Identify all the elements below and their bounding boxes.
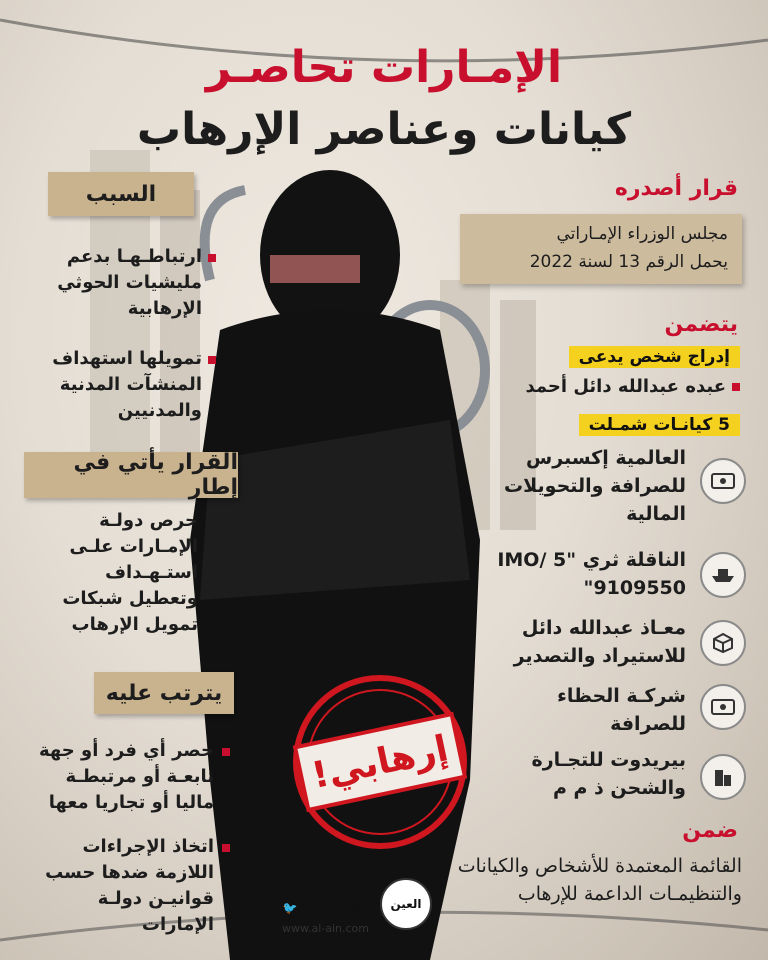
instagram-icon[interactable]: ◎ bbox=[350, 901, 362, 915]
tag-context-label: القرار يأتي في إطار bbox=[73, 450, 238, 500]
consequence-item-1: حصر أي فرد أو جهة تابعـة أو مرتبطـة ماليا أو تجاريا معها bbox=[39, 740, 214, 813]
reason-item-2: تمويلها استهداف المنشآت المدنية والمدنيين bbox=[52, 348, 202, 421]
brand-logo bbox=[380, 878, 432, 930]
issued-by-paper bbox=[460, 214, 742, 284]
reason-item-1: ارتباطـهـا بدعم مليشيات الحوثي الإرهابية bbox=[57, 246, 202, 319]
tag-consequences bbox=[94, 672, 234, 714]
tag-consequences-label: يترتب عليه bbox=[105, 680, 223, 706]
bullet-square bbox=[732, 383, 740, 391]
tag-reason bbox=[48, 172, 194, 216]
box-icon bbox=[700, 620, 746, 666]
person-name-row bbox=[480, 374, 740, 400]
bullet-square bbox=[222, 748, 230, 756]
issued-by-heading: قرار أصدره bbox=[614, 176, 738, 201]
terrorist-stamp bbox=[290, 672, 470, 852]
bullet-square bbox=[208, 356, 216, 364]
entities-badge: 5 كيانـات شمـلت bbox=[579, 414, 740, 436]
social-icons bbox=[282, 900, 372, 916]
consequence-item-2: اتخاذ الإجراءات اللازمة ضدها حسب قوانيـن دولـة الإمارات bbox=[45, 836, 214, 935]
entity-5: بيريدوت للتجـارة والشحن ذ م م bbox=[531, 749, 686, 799]
money-icon bbox=[700, 684, 746, 730]
person-badge: إدراج شخص يدعى bbox=[569, 346, 740, 368]
youtube-icon[interactable]: ▶ bbox=[329, 901, 339, 915]
facebook-icon[interactable]: f bbox=[309, 901, 315, 915]
issued-by-line1: مجلس الوزراء الإمـاراتي bbox=[556, 224, 728, 244]
entity-4: شركـة الحظاء للصرافة bbox=[557, 685, 686, 735]
title-line1: الإمـارات تحاصـر bbox=[205, 42, 563, 93]
entity-1: العالمية إكسبرس للصرافة والتحويلات المالية bbox=[504, 447, 686, 525]
issued-by-line2: يحمل الرقم 13 لسنة 2022 bbox=[529, 252, 728, 272]
bullet-square bbox=[222, 844, 230, 852]
ship-icon bbox=[700, 552, 746, 598]
brand-text: العين bbox=[390, 897, 422, 911]
within-text: القائمة المعتمدة للأشخاص والكيانات والتنظيمـات الداعمة للإرهاب bbox=[457, 855, 742, 905]
website[interactable]: www.al-ain.com bbox=[282, 922, 370, 935]
bullet-square bbox=[208, 254, 216, 262]
stamp-text: إرهابي! bbox=[308, 727, 452, 797]
within-heading: ضمن bbox=[682, 818, 738, 843]
money-icon bbox=[700, 458, 746, 504]
context-text: حرص دولـة الإمـارات علـى استـهـداف وتعطيل شبكات تمويل الإرهاب bbox=[62, 510, 198, 635]
tag-context bbox=[24, 452, 238, 498]
entity-3: معـاذ عبدالله دائل للاستيراد والتصدير bbox=[513, 617, 686, 667]
tag-reason-label: السبب bbox=[85, 181, 157, 207]
twitter-icon[interactable]: 🐦 bbox=[282, 901, 298, 915]
title-line2: كيانات وعناصر الإرهاب bbox=[136, 104, 632, 155]
entity-2: الناقلة ثري "IMO/ 5 9109550" bbox=[497, 549, 686, 599]
person-name: عبده عبدالله دائل أحمد bbox=[525, 376, 726, 397]
building-icon bbox=[700, 754, 746, 800]
includes-heading: يتضمن bbox=[664, 312, 738, 337]
